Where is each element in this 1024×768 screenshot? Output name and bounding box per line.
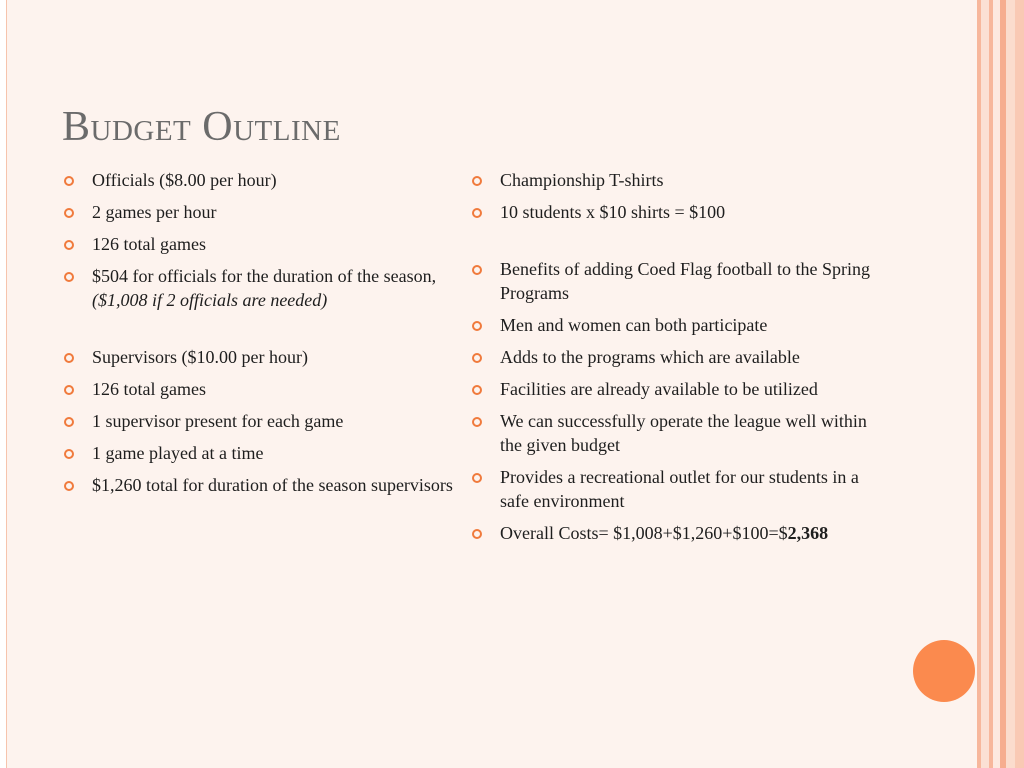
circle-bullet-icon [64,208,74,218]
list-item [64,441,464,465]
list-item-text: Supervisors ($10.00 per hour) [92,347,308,367]
list-item-text: We can successfully operate the league well within the given budget [500,411,867,455]
right-bullet-list [472,168,872,553]
list-item [472,200,872,224]
circle-bullet-icon [472,473,482,483]
circle-bullet-icon [64,240,74,250]
list-item-text: Officials ($8.00 per hour) [92,170,277,190]
total-cost-value: 2,368 [787,523,829,543]
circle-bullet-icon [64,385,74,395]
list-item [64,168,464,192]
slide-title: Budget Outline [62,104,341,150]
list-item [64,345,464,369]
decorative-orange-circle [913,640,975,702]
list-item [64,409,464,433]
list-item [472,168,872,192]
circle-bullet-icon [64,449,74,459]
list-item-text: Championship T-shirts [500,170,664,190]
list-item [472,377,872,401]
list-item-text: Men and women can both participate [500,315,768,335]
circle-bullet-icon [64,417,74,427]
circle-bullet-icon [472,385,482,395]
list-item [472,409,872,457]
list-item-text: Overall Costs= $1,008+$1,260+$100=$ [500,523,788,543]
list-item [472,313,872,337]
circle-bullet-icon [472,321,482,331]
list-item-text: Facilities are already available to be utilized [500,379,818,399]
circle-bullet-icon [472,353,482,363]
list-item [472,257,872,305]
list-item-text: Benefits of adding Coed Flag football to the Spring Programs [500,259,870,303]
list-item-text: 1 supervisor present for each game [92,411,344,431]
slide-left-border [0,0,7,768]
list-item-text: $504 for officials for the duration of the season, [92,266,437,286]
list-item [64,232,464,256]
circle-bullet-icon [472,265,482,275]
list-item [64,473,464,497]
list-item-emphasis: ($1,008 if 2 officials are needed) [92,290,328,310]
decorative-stripes [977,0,1024,768]
list-item-text: 2 games per hour [92,202,217,222]
circle-bullet-icon [64,176,74,186]
circle-bullet-icon [472,208,482,218]
list-item [64,377,464,401]
list-item-text: 126 total games [92,234,206,254]
circle-bullet-icon [64,272,74,282]
circle-bullet-icon [64,353,74,363]
circle-bullet-icon [472,176,482,186]
circle-bullet-icon [64,481,74,491]
list-item-text: Provides a recreational outlet for our students in a safe environment [500,467,859,511]
circle-bullet-icon [472,529,482,539]
list-item-text: 126 total games [92,379,206,399]
list-item-text: 1 game played at a time [92,443,264,463]
circle-bullet-icon [472,417,482,427]
list-item [472,521,872,545]
list-item [64,200,464,224]
list-item [64,264,464,312]
list-item-text: 10 students x $10 shirts = $100 [500,202,726,222]
list-item-text: $1,260 total for duration of the season supervisors [92,475,453,495]
left-bullet-list [64,168,464,505]
list-item [472,465,872,513]
list-item-text: Adds to the programs which are available [500,347,800,367]
list-item [472,345,872,369]
